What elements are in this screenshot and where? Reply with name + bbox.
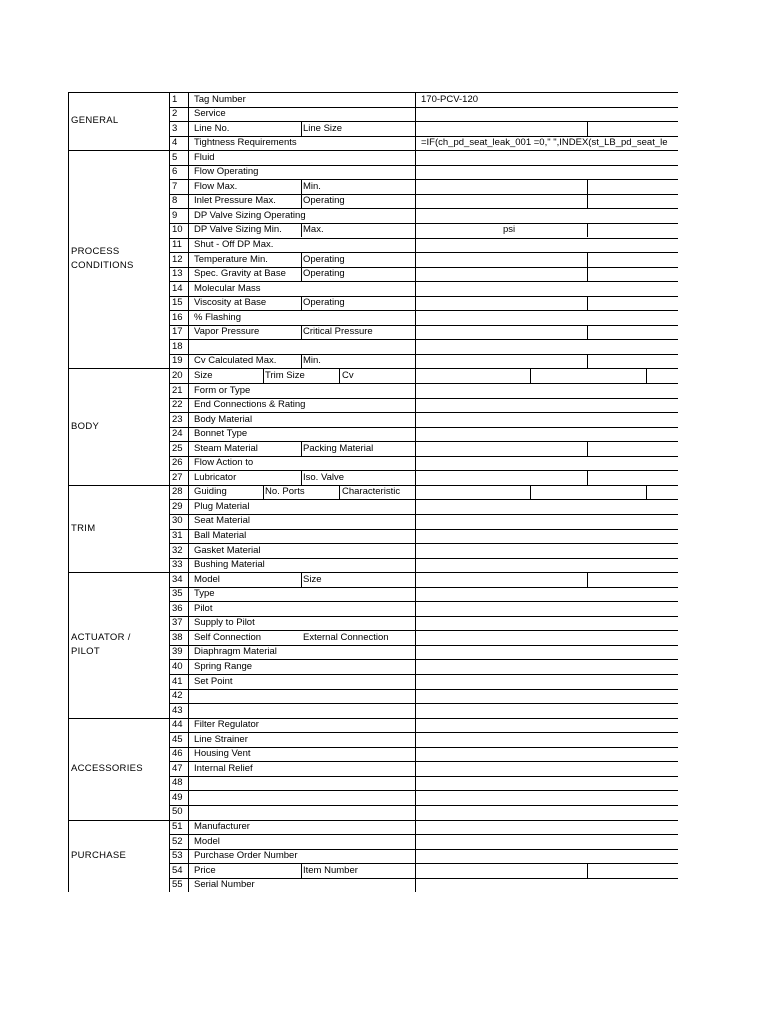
- field-sublabel: Min.: [303, 355, 321, 367]
- field-label: Shut - Off DP Max.: [194, 239, 274, 250]
- row-line: [169, 107, 678, 108]
- field-label: Tag Number: [194, 93, 246, 105]
- grid-line: [301, 325, 302, 340]
- field-sublabel: Characteristic: [342, 486, 401, 498]
- row-line: [169, 572, 678, 573]
- row-number: 23: [172, 413, 183, 425]
- field-sublabel: Trim Size: [265, 369, 305, 381]
- grid-line: [587, 121, 588, 136]
- section-label: PROCESS: [71, 246, 120, 258]
- field-label: Supply to Pilot: [194, 617, 255, 629]
- grid-line: [339, 368, 340, 383]
- field-label: Model: [194, 835, 220, 847]
- row-line: [169, 689, 678, 690]
- field-label: Price: [194, 864, 216, 876]
- row-number: 11: [172, 239, 182, 250]
- grid-line: [301, 296, 302, 311]
- field-label: Model: [194, 573, 220, 585]
- row-number: 3: [172, 122, 178, 134]
- row-number: 36: [172, 602, 183, 614]
- grid-line: [301, 267, 302, 282]
- field-sublabel: Operating: [303, 253, 345, 265]
- row-number: 34: [172, 573, 183, 585]
- grid-line: [301, 179, 302, 194]
- section-label: PURCHASE: [71, 849, 127, 861]
- row-line: [169, 805, 678, 806]
- grid-line: [169, 92, 170, 892]
- grid-line: [68, 92, 69, 892]
- row-number: 44: [172, 719, 183, 731]
- row-line: [169, 179, 678, 180]
- grid-line: [301, 194, 302, 209]
- section-line: [68, 485, 169, 486]
- row-number: 37: [172, 617, 183, 629]
- field-label: End Connections & Rating: [194, 399, 306, 411]
- field-label: Tightness Requirements: [194, 137, 297, 149]
- row-number: 12: [172, 253, 183, 265]
- row-line: [169, 310, 678, 311]
- grid-line: [587, 194, 588, 209]
- row-number: 27: [172, 471, 183, 483]
- row-number: 5: [172, 151, 178, 163]
- field-sublabel: External Connection: [303, 631, 389, 643]
- row-number: 8: [172, 195, 178, 207]
- section-label: CONDITIONS: [71, 260, 134, 272]
- field-label: Gasket Material: [194, 544, 261, 556]
- grid-line: [587, 223, 588, 238]
- grid-line: [587, 267, 588, 282]
- valve-spec-sheet: [68, 92, 678, 892]
- field-label: DP Valve Sizing Min.: [194, 224, 282, 236]
- section-line: [68, 368, 169, 369]
- field-label: Molecular Mass: [194, 282, 261, 294]
- row-number: 26: [172, 457, 183, 469]
- row-line: [169, 368, 678, 369]
- field-sublabel: Item Number: [303, 864, 358, 876]
- row-number: 45: [172, 733, 183, 745]
- field-label: Internal Relief: [194, 762, 253, 774]
- grid-line: [646, 485, 647, 500]
- field-label: Viscosity at Base: [194, 297, 267, 309]
- field-label: Manufacturer: [194, 821, 250, 832]
- row-number: 35: [172, 588, 183, 600]
- row-number: 29: [172, 500, 183, 512]
- grid-line: [301, 223, 302, 238]
- row-line: [169, 587, 678, 588]
- row-number: 48: [172, 777, 183, 789]
- field-label: Vapor Pressure: [194, 326, 260, 338]
- grid-line: [415, 92, 416, 892]
- row-number: 47: [172, 762, 183, 774]
- field-label: Line No.: [194, 122, 230, 134]
- field-label: Service: [194, 108, 226, 120]
- row-number: 6: [172, 166, 178, 178]
- row-number: 13: [172, 268, 183, 280]
- field-label: Inlet Pressure Max.: [194, 195, 276, 207]
- row-number: 52: [172, 835, 183, 847]
- row-line: [169, 339, 678, 340]
- field-label: DP Valve Sizing Operating: [194, 209, 306, 221]
- grid-line: [587, 296, 588, 311]
- grid-line: [530, 485, 531, 500]
- row-number: 19: [172, 355, 183, 367]
- field-sublabel: No. Ports: [265, 486, 305, 498]
- field-sublabel: Line Size: [303, 122, 343, 134]
- field-label: Plug Material: [194, 500, 250, 512]
- field-label: Diaphragm Material: [194, 646, 277, 658]
- grid-line: [587, 354, 588, 369]
- grid-line: [587, 252, 588, 267]
- field-label: Lubricator: [194, 471, 237, 483]
- field-value[interactable]: =IF(ch_pd_seat_leak_001 =0," ",INDEX(st_LB_pd_seat_le: [421, 137, 668, 149]
- row-number: 1: [172, 93, 178, 105]
- field-label: Spring Range: [194, 660, 253, 672]
- section-line: [68, 572, 169, 573]
- grid-line: [646, 368, 647, 383]
- grid-line: [263, 485, 264, 500]
- field-label: Line Strainer: [194, 733, 248, 745]
- row-number: 21: [172, 384, 183, 396]
- row-line: [169, 863, 678, 864]
- row-number: 50: [172, 806, 183, 818]
- row-line: [169, 150, 678, 151]
- field-label: Body Material: [194, 413, 253, 425]
- field-label: Bushing Material: [194, 559, 265, 571]
- row-number: 4: [172, 137, 178, 149]
- row-number: 15: [172, 297, 183, 309]
- field-label: Type: [194, 588, 215, 600]
- row-number: 49: [172, 791, 183, 803]
- row-number: 16: [172, 311, 183, 323]
- field-value[interactable]: 170-PCV-120: [421, 93, 479, 105]
- row-number: 54: [172, 864, 183, 876]
- row-number: 38: [172, 631, 183, 643]
- grid-line: [188, 92, 189, 892]
- row-number: 22: [172, 399, 183, 411]
- row-number: 20: [172, 369, 183, 381]
- grid-line: [263, 368, 264, 383]
- field-sublabel: Critical Pressure: [303, 326, 373, 338]
- row-line: [169, 601, 678, 602]
- row-number: 10: [172, 224, 183, 236]
- row-number: 41: [172, 675, 183, 687]
- row-number: 17: [172, 326, 183, 338]
- grid-line: [301, 863, 302, 878]
- row-number: 33: [172, 559, 183, 571]
- field-label: Pilot: [194, 602, 213, 614]
- row-number: 53: [172, 850, 183, 862]
- field-label: Set Point: [194, 675, 233, 687]
- field-label: Size: [194, 369, 213, 381]
- section-label: PILOT: [71, 645, 100, 657]
- field-label: Fluid: [194, 151, 215, 163]
- row-number: 28: [172, 486, 183, 498]
- field-label: Temperature Min.: [194, 253, 268, 265]
- row-number: 31: [172, 530, 183, 541]
- field-label: Self Connection: [194, 631, 262, 643]
- field-label: Flow Action to: [194, 457, 254, 469]
- row-line: [169, 674, 678, 675]
- field-sublabel: Operating: [303, 268, 345, 280]
- grid-line: [587, 179, 588, 194]
- grid-line: [301, 121, 302, 136]
- field-sublabel: Max.: [303, 224, 324, 236]
- field-sublabel: Size: [303, 573, 322, 585]
- row-number: 32: [172, 544, 183, 556]
- row-number: 46: [172, 748, 183, 760]
- field-label: Flow Operating: [194, 166, 259, 178]
- field-label: Cv Calculated Max.: [194, 355, 277, 367]
- field-sublabel: Operating: [303, 297, 345, 309]
- field-sublabel: Cv: [342, 369, 354, 381]
- row-line: [169, 790, 678, 791]
- section-label: ACCESSORIES: [71, 762, 143, 774]
- field-label: Filter Regulator: [194, 719, 259, 731]
- row-number: 43: [172, 704, 183, 716]
- grid-line: [339, 485, 340, 500]
- row-number: 40: [172, 660, 183, 672]
- grid-line: [301, 252, 302, 267]
- row-number: 7: [172, 180, 178, 192]
- grid-line: [587, 325, 588, 340]
- grid-line: [301, 572, 302, 587]
- row-number: 30: [172, 515, 183, 527]
- row-number: 25: [172, 442, 183, 454]
- row-number: 2: [172, 108, 178, 120]
- row-line: [169, 776, 678, 777]
- grid-line: [587, 863, 588, 878]
- section-line: [68, 92, 169, 93]
- grid-line: [587, 572, 588, 587]
- field-value[interactable]: psi: [503, 224, 516, 236]
- field-label: Serial Number: [194, 879, 255, 891]
- field-sublabel: Min.: [303, 180, 321, 192]
- field-label: Spec. Gravity at Base: [194, 268, 286, 280]
- field-label: Flow Max.: [194, 180, 238, 192]
- field-label: Steam Material: [194, 442, 258, 454]
- section-line: [68, 718, 169, 719]
- field-sublabel: Iso. Valve: [303, 471, 345, 483]
- row-number: 51: [172, 821, 183, 832]
- grid-line: [301, 441, 302, 456]
- field-label: Housing Vent: [194, 748, 251, 760]
- field-label: Form or Type: [194, 384, 251, 396]
- section-line: [68, 820, 169, 821]
- section-label: TRIM: [71, 522, 96, 534]
- row-number: 55: [172, 879, 183, 891]
- grid-line: [587, 441, 588, 456]
- grid-line: [530, 368, 531, 383]
- row-number: 14: [172, 282, 183, 294]
- row-number: 42: [172, 690, 183, 702]
- section-line: [68, 150, 169, 151]
- row-line: [169, 121, 678, 122]
- section-label: ACTUATOR /: [71, 631, 131, 643]
- section-label: BODY: [71, 420, 100, 432]
- field-label: % Flashing: [194, 311, 241, 323]
- section-label: GENERAL: [71, 115, 119, 127]
- grid-line: [301, 354, 302, 369]
- row-number: 18: [172, 340, 183, 352]
- field-label: Ball Material: [194, 530, 247, 541]
- field-label: Bonnet Type: [194, 428, 248, 440]
- row-number: 39: [172, 646, 183, 658]
- field-label: Seat Material: [194, 515, 250, 527]
- row-number: 24: [172, 428, 183, 440]
- grid-line: [301, 470, 302, 485]
- field-label: Purchase Order Number: [194, 850, 298, 862]
- grid-line: [587, 470, 588, 485]
- row-number: 9: [172, 209, 178, 221]
- field-sublabel: Packing Material: [303, 442, 374, 454]
- row-line: [169, 470, 678, 471]
- row-line: [169, 834, 678, 835]
- field-label: Guiding: [194, 486, 227, 498]
- row-line: [169, 485, 678, 486]
- row-line: [169, 703, 678, 704]
- field-sublabel: Operating: [303, 195, 345, 207]
